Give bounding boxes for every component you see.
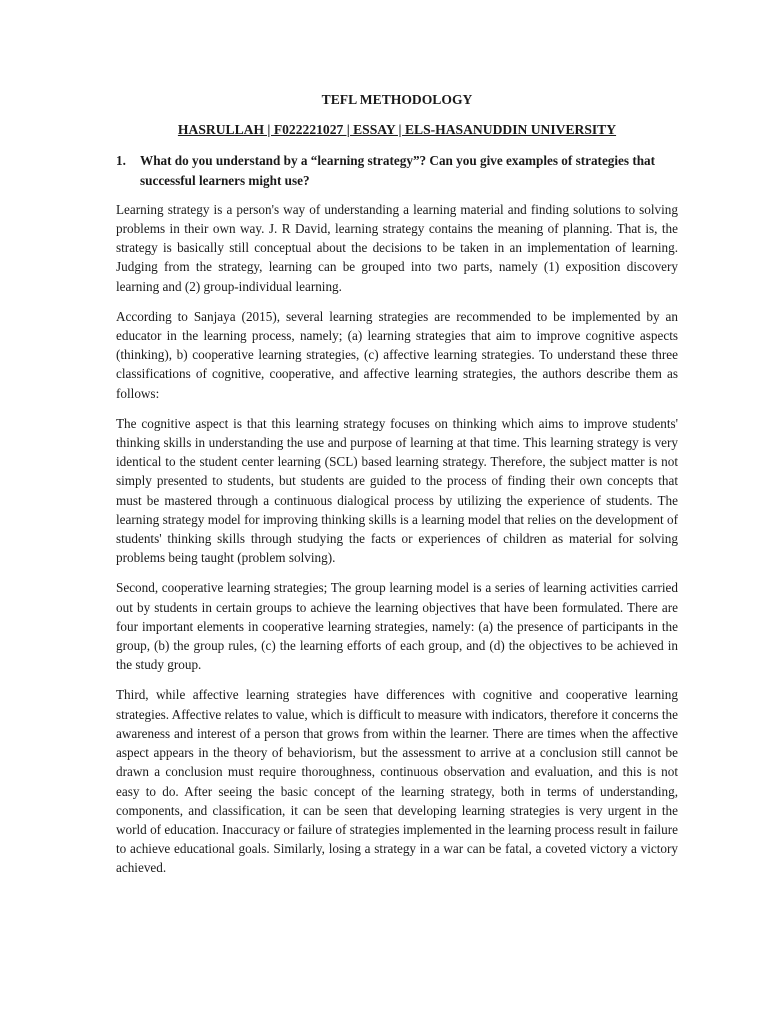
paragraph-2: According to Sanjaya (2015), several learning strategies are recommended to be implemented by an educator in the learning process, namely; (a) learning strategies that aim to improve cognitive aspects (thinking), b) cooperative learning strategies, (c) affective learning strategies. To understand these three classifications of cognitive, cooperative, and affective learning strategies, the authors describe them as follows: xyxy=(116,308,678,401)
author-line: HASRULLAH | F022221027 | ESSAY | ELS-HASANUDDIN UNIVERSITY xyxy=(177,122,617,138)
question-number: 1. xyxy=(116,153,126,169)
paragraph-5: Third, while affective learning strategies have differences with cognitive and cooperative learning strategies. Affective relates to value, which is difficult to measure with indicators, therefore it concerns the awareness and interest of a person that grows from within the learner. There are times when the affective aspect appears in the theory of behaviorism, but the assessment to arrive at a conclusion still cannot be drawn a conclusion must require thoroughness, continuous observation and evaluation, and this is not easy to do. After seeing the basic concept of the learning strategy, both in terms of understanding, components, and classification, it can be seen that developing learning strategies is very urgent in the world of education. Inaccuracy or failure of strategies implemented in the learning process result in failure to achieve educational goals. Similarly, losing a strategy in a war can be fatal, a coveted victory a victory achieved. xyxy=(116,687,678,876)
paragraph-4: Second, cooperative learning strategies; The group learning model is a series of learning activities carried out by students in certain groups to achieve the learning objectives that have been formulated. There are four important elements in cooperative learning strategies, namely: (a) the presence of participants in the group, (b) the group rules, (c) the learning efforts of each group, and (d) the objectives to be achieved in the study group. xyxy=(116,580,678,673)
question-item xyxy=(116,151,678,189)
document-title: TEFL METHODOLOGY xyxy=(321,92,473,107)
question-text: What do you understand by a “learning strategy”? Can you give examples of strategies that successful learners might use? xyxy=(140,153,656,188)
paragraph-1: Learning strategy is a person's way of understanding a learning material and finding solutions to solving problems in their own way. J. R David, learning strategy contains the meaning of planning. That is, the strategy is basically still conceptual about the decisions to be taken in an implementation of learning. Judging from the strategy, learning can be grouped into two parts, namely (1) exposition discovery learning and (2) group-individual learning. xyxy=(116,201,678,294)
paragraph-3: The cognitive aspect is that this learning strategy focuses on thinking which aims to improve students' thinking skills in understanding the use and purpose of learning at that time. This learning strategy is very identical to the student center learning (SCL) based learning strategy. Therefore, the subject matter is not simply presented to students, but students are guided to the process of finding their own concepts that must be mastered through a continuous dialogical process by utilizing the experience of students. The learning strategy model for improving thinking skills is a learning model that relies on the development of students' thinking skills through studying the facts or experiences of children as material for solving problems being taught (problem solving). xyxy=(116,415,678,566)
